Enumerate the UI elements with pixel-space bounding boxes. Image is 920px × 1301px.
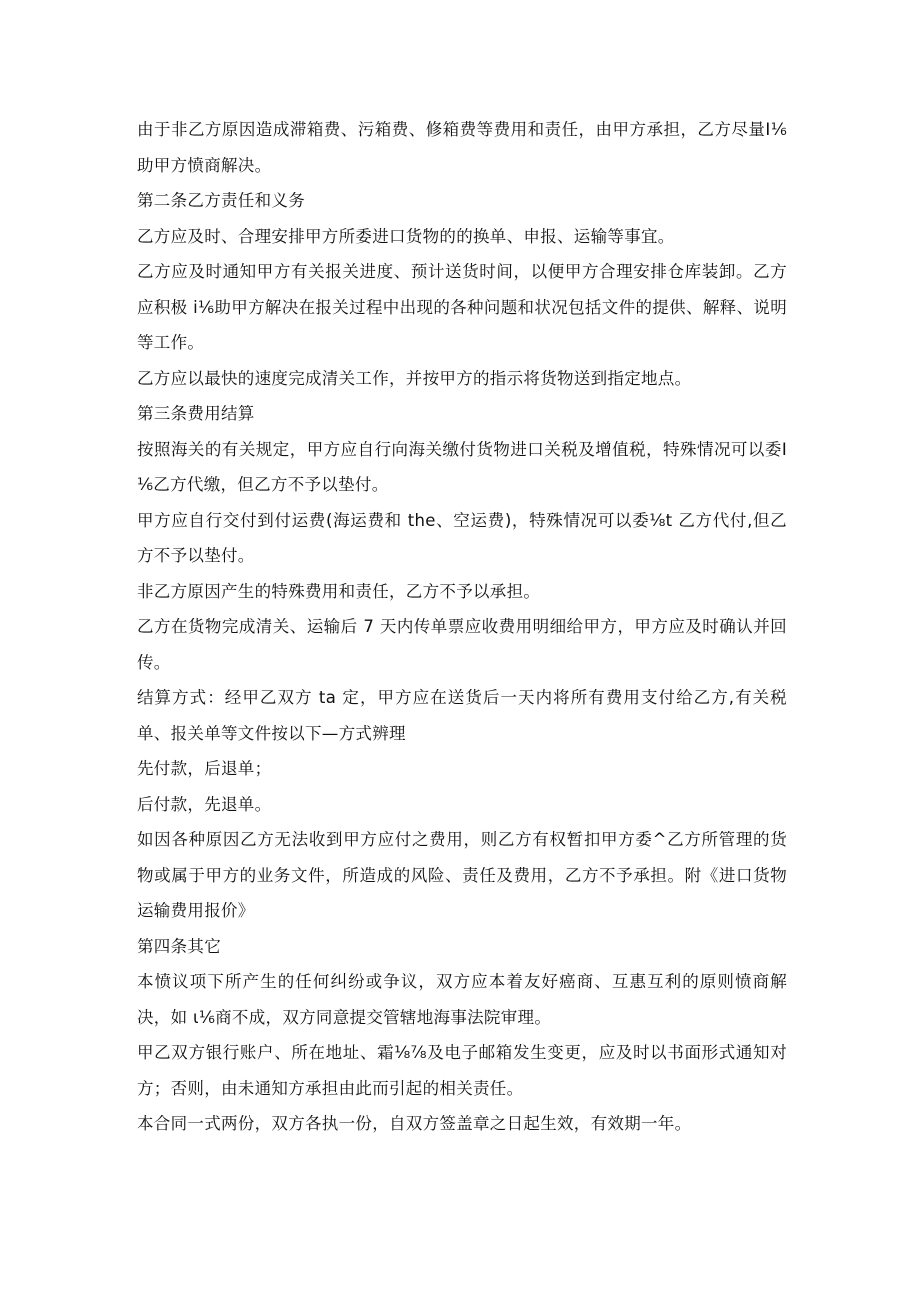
paragraph-customs-duties: 按照海关的有关规定，甲方应自行向海关缴付货物进口关税及增值税，特殊情况可以委Ⅰ⅙乙方代缴，但乙方不予以垫付。: [137, 439, 787, 494]
heading-article-2: 第二条乙方责任和义务: [137, 191, 305, 210]
paragraph-demurrage-fees: 由于非乙方原因造成滞箱费、污箱费、修箱费等费用和责任，由甲方承担，乙方尽量Ⅰ⅙助甲方愤商解决。: [137, 120, 787, 175]
paragraph-notify-progress: 乙方应及时通知甲方有关报关进度、预计送货时间，以便甲方合理安排仓库装卸。乙方应积极 i⅙助甲方解决在报关过程中出现的各种问题和状况包括文件的提供、解释、说明等工作。: [137, 262, 787, 352]
paragraph-settlement-method: 结算方式：经甲乙双方 ta 定，甲方应在送货后一天内将所有费用支付给乙方,有关税单、报关单等文件按以下—方式辨理: [137, 688, 787, 743]
paragraph-option-pay-first: 先付款，后退单；: [137, 759, 272, 778]
heading-article-3: 第三条费用结算: [137, 404, 255, 423]
paragraph-dispute-resolution: 本愤议项下所产生的任何纠纷或争议，双方应本着友好癌商、互惠互利的原则愤商解决，如 ι⅙商不成，双方同意提交管辖地海事法院审理。: [137, 972, 787, 1027]
paragraph-change-notice: 甲乙双方银行账户、所在地址、霜⅛⅞及电子邮箱发生变更，应及时以书面形式通知对方；否则，由未通知方承担由此而引起的相关责任。: [137, 1043, 787, 1098]
paragraph-special-costs: 非乙方原因产生的特殊费用和责任，乙方不予以承担。: [137, 581, 541, 601]
paragraph-freight-payment: 甲方应自行交付到付运费(海运费和 the、空运费)，特殊情况可以委⅛t 乙方代付,但乙方不予以垫付。: [137, 510, 787, 565]
document-body: [137, 112, 787, 1142]
paragraph-withhold-goods: 如因各种原因乙方无法收到甲方应付之费用，则乙方有权暂扣甲方委^乙方所管理的货物或属于甲方的业务文件，所造成的风险、责任及费用，乙方不予承担。附《进口货物运输费用报价》: [137, 830, 787, 920]
paragraph-contract-copies: 本合同一式两份，双方各执一份，自双方签盖章之日起生效，有效期一年。: [137, 1114, 692, 1133]
paragraph-fee-statement: 乙方在货物完成清关、运输后 7 天内传单票应收费用明细给甲方，甲方应及时确认并回传。: [137, 617, 787, 672]
paragraph-fast-clearance: 乙方应以最快的速度完成清关工作，并按甲方的指示将货物送到指定地点。: [137, 368, 692, 388]
paragraph-option-pay-later: 后付款，先退单。: [137, 794, 272, 814]
paragraph-arrange-import: 乙方应及时、合理安排甲方所委进口货物的的换单、申报、运输等事宜。: [137, 226, 675, 246]
heading-article-4: 第四条其它: [137, 936, 221, 956]
